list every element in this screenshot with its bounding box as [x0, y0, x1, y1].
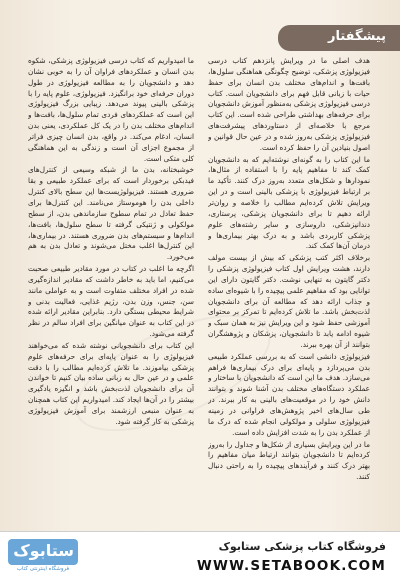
logo-badge	[8, 539, 78, 565]
paragraph: فیزیولوژی دانشی است که به بررسی عملکرد طبیعی بدن می‌پردازد و پایه‌ای برای درک بیماری‌ها فراهم می‌سازد. هدف ما این است که دانشجویان با ساختار و عملکرد دستگاه‌های مختلف بدن آشنا شوند و بتوانند دانش خود را در موقعیت‌های بالینی به کار ببرند. در طی سال‌های اخیر پژوهش‌های فراوانی در زمینه فیزیولوژی سلولی و مولکولی انجام شده که درک ما از عملکرد بدن را به شدت افزایش داده است.	[208, 351, 370, 437]
section-title: پیشگفتار	[327, 29, 386, 44]
paragraph: خوشبختانه، بدن ما از شبکه وسیعی از کنترل‌های فیدبکی برخوردار است که برای عملکرد طبیعی و بقا ضروری هستند. فیزیولوژیست‌ها این سطح بالای کنترل داخلی بدن را هوموستاز می‌نامند. این کنترل‌ها برای حفظ تعادل در تمام سطوح سازماندهی بدن، از سطح مولکولی و ژنتیکی گرفته تا سطح سلول‌ها، بافت‌ها، اندام‌ها و سیستم‌های بدن ضروری هستند. در بیماری‌ها، این کنترل‌ها اغلب مختل می‌شوند و تعادل بدن به هم می‌خورد.	[28, 165, 194, 262]
paragraph: این کتاب برای دانشجویانی نوشته شده که می‌خواهند فیزیولوژی را به عنوان پایه‌ای برای حرفه‌های علوم پزشکی بیاموزند. ما تلاش کرده‌ایم مطالب را با دقت علمی و در عین حال به زبانی ساده بیان کنیم تا خواندن آن برای دانشجویان لذت‌بخش باشد و انگیزه یادگیری بیشتر را در آن‌ها ایجاد کند. امیدواریم این کتاب همچنان به عنوان منبعی ارزشمند برای آموزش فیزیولوژی پزشکی به کار گرفته شود.	[28, 340, 194, 426]
paragraph: هدف اصلی ما در ویرایش پانزدهم کتاب درسی فیزیولوژی پزشکی، توضیح چگونگی هماهنگی سلول‌ها، بافت‌ها و اندام‌های مختلف بدن انسان برای حفظ حیات با زبانی قابل فهم برای دانشجویان است. کتاب درسی فیزیولوژی پزشکی به‌منظور آموزش دانشجویان برای حرفه‌های بهداشتی طراحی شده است. این کتاب مرجع با خلاصه‌ای از دستاوردهای پیشرفت‌های فیزیولوژی پزشکی به‌روز شده و در عین حال قوانین و اصول بنیادین آن را حفظ کرده است.	[208, 56, 370, 152]
paragraph: اگرچه ما اغلب در کتاب در مورد مقادیر طبیعی صحبت می‌کنیم، اما باید به خاطر داشت که مقادیر اندازه‌گیری شده در افراد مختلف متفاوت است و به عواملی مانند سن، جنس، وزن بدن، رژیم غذایی، فعالیت بدنی و شرایط محیطی بستگی دارد. بنابراین مقادیر ارائه شده در این کتاب به عنوان میانگین برای افراد سالم در نظر گرفته می‌شود.	[28, 264, 194, 339]
section-title-banner	[278, 25, 400, 51]
paragraph: برخلاف اکثر کتب پزشکی که بیش از بیست مولف دارند، هشت ویرایش اول کتاب فیزیولوژی پزشکی را دکتر گایتون به تنهایی نوشت. دکتر گایتون دارای این توانایی بود که مفاهیم علمی پیچیده را با شیوه‌ای ساده و جذاب ارائه دهد که مطالعه آن برای دانشجویان لذت‌بخش باشد. ما تلاش کرده‌ایم تا تمرکز بر محتوای آموزشی حفظ شود و این ویرایش نیز به همان سبک و شیوه ادامه یابد تا دانشجویان، پزشکان و پژوهشگران بتوانند از آن بهره ببرند.	[208, 253, 370, 349]
logo-tagline: فروشگاه اینترنتی کتاب	[16, 566, 70, 572]
store-name: فروشگاه کتاب پزشکی ستابوک	[218, 540, 386, 553]
logo-word: ستابوک	[13, 541, 74, 560]
store-logo[interactable]	[8, 539, 78, 575]
store-url-link[interactable]: WWW.SETABOOK.COM	[196, 558, 386, 574]
store-footer	[0, 531, 400, 582]
paragraph: ما این کتاب را به گونه‌ای نوشته‌ایم که به دانشجویان کمک کند تا مفاهیم پایه را با استفاده از مثال‌ها، نمودارها و شکل‌های متعدد به‌روز درک کنند. تأکید ما بر ارتباط فیزیولوژی با پزشکی بالینی است و در این ویرایش تلاش کرده‌ایم مطالب را خلاصه و روان‌تر ارائه دهیم تا برای دانشجویان پزشکی، پرستاری، دندانپزشکی، داروسازی و سایر رشته‌های علوم پزشکی کاربردی باشد و به درک بهتر بیماری‌ها و درمان آن‌ها کمک کند.	[208, 154, 370, 251]
paragraph: ما امیدواریم که کتاب درسی فیزیولوژی پزشکی، شکوه بدن انسان و عملکردهای فراوان آن را به خوبی نشان دهد و دانشجویان را به مطالعه فیزیولوژی در طول دوران حرفه‌ای خود برانگیزد. فیزیولوژی، علوم پایه را با پزشکی بالینی پیوند می‌دهد. زیبایی بزرگ فیزیولوژی این است که عملکردهای فردی تمام سلول‌ها، بافت‌ها و اندام‌های مختلف بدن را در یک کل عملکردی، یعنی بدن انسان، ادغام می‌کند. در واقع، بدن انسان چیزی فراتر از مجموع اجزای آن است و زندگی به این هماهنگی کلی متکی است.	[28, 56, 194, 163]
paragraph: ما در این ویرایش بسیاری از شکل‌ها و جداول را به‌روز کرده‌ایم تا دانشجویان بتوانند ارتباط میان مفاهیم را بهتر درک کنند و فرآیندهای پیچیده را به راحتی دنبال کنند.	[208, 439, 370, 482]
text-column-right	[208, 56, 370, 528]
text-column-left	[28, 56, 194, 528]
